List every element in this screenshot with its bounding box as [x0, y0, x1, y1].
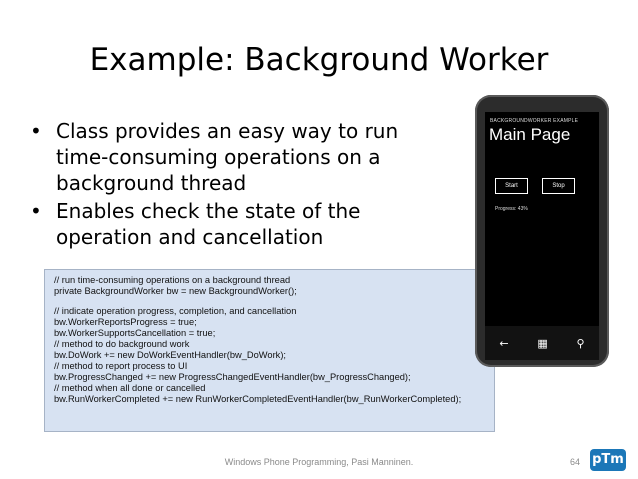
bullet-list: [30, 118, 450, 252]
phone-screen: [485, 112, 599, 326]
page-title: Main Page: [489, 125, 571, 144]
bullet-item: [30, 198, 450, 250]
bullet-symbol: •: [30, 119, 42, 143]
code-line: private BackgroundWorker bw = new BackgroundWorker();: [54, 286, 297, 296]
page-number: 64: [570, 457, 581, 467]
bullet-text: Enables check the state of the operation and cancellation: [56, 199, 361, 249]
code-line: bw.WorkerReportsProgress = true;: [54, 317, 197, 327]
slide-title: Example: Background Worker: [89, 42, 549, 78]
windows-logo-icon[interactable]: ▦: [537, 336, 548, 350]
code-line: // method to do background work: [54, 339, 190, 349]
ptm-logo: pTm: [590, 449, 626, 471]
stop-button[interactable]: Stop: [542, 178, 575, 194]
code-line: // method to report process to UI: [54, 361, 188, 371]
code-line: // indicate operation progress, completion, and cancellation: [54, 306, 297, 316]
search-icon[interactable]: ⚲: [576, 336, 585, 350]
code-block: [44, 269, 495, 432]
bullet-item: [30, 118, 450, 196]
phone-mockup: [475, 95, 609, 367]
code-line: bw.DoWork += new DoWorkEventHandler(bw_DoWork);: [54, 350, 286, 360]
bullet-symbol: •: [30, 199, 42, 223]
code-line: bw.RunWorkerCompleted += new RunWorkerCompletedEventHandler(bw_RunWorkerCompleted);: [54, 394, 462, 404]
start-button[interactable]: Start: [495, 178, 528, 194]
code-line: // run time-consuming operations on a background thread: [54, 275, 291, 285]
progress-text: Progress: 43%: [495, 206, 528, 212]
code-line: bw.ProgressChanged += new ProgressChangedEventHandler(bw_ProgressChanged);: [54, 372, 411, 382]
bullet-text: Class provides an easy way to run time-consuming operations on a background thread: [56, 119, 399, 195]
code-line: // method when all done or cancelled: [54, 383, 206, 393]
phone-navbar: [485, 326, 599, 360]
back-arrow-icon[interactable]: ←: [499, 336, 509, 350]
app-name: BACKGROUNDWORKER EXAMPLE: [490, 118, 579, 124]
code-line: [54, 297, 494, 306]
code-line: bw.WorkerSupportsCancellation = true;: [54, 328, 216, 338]
slide-footer: Windows Phone Programming, Pasi Manninen.: [224, 457, 414, 467]
